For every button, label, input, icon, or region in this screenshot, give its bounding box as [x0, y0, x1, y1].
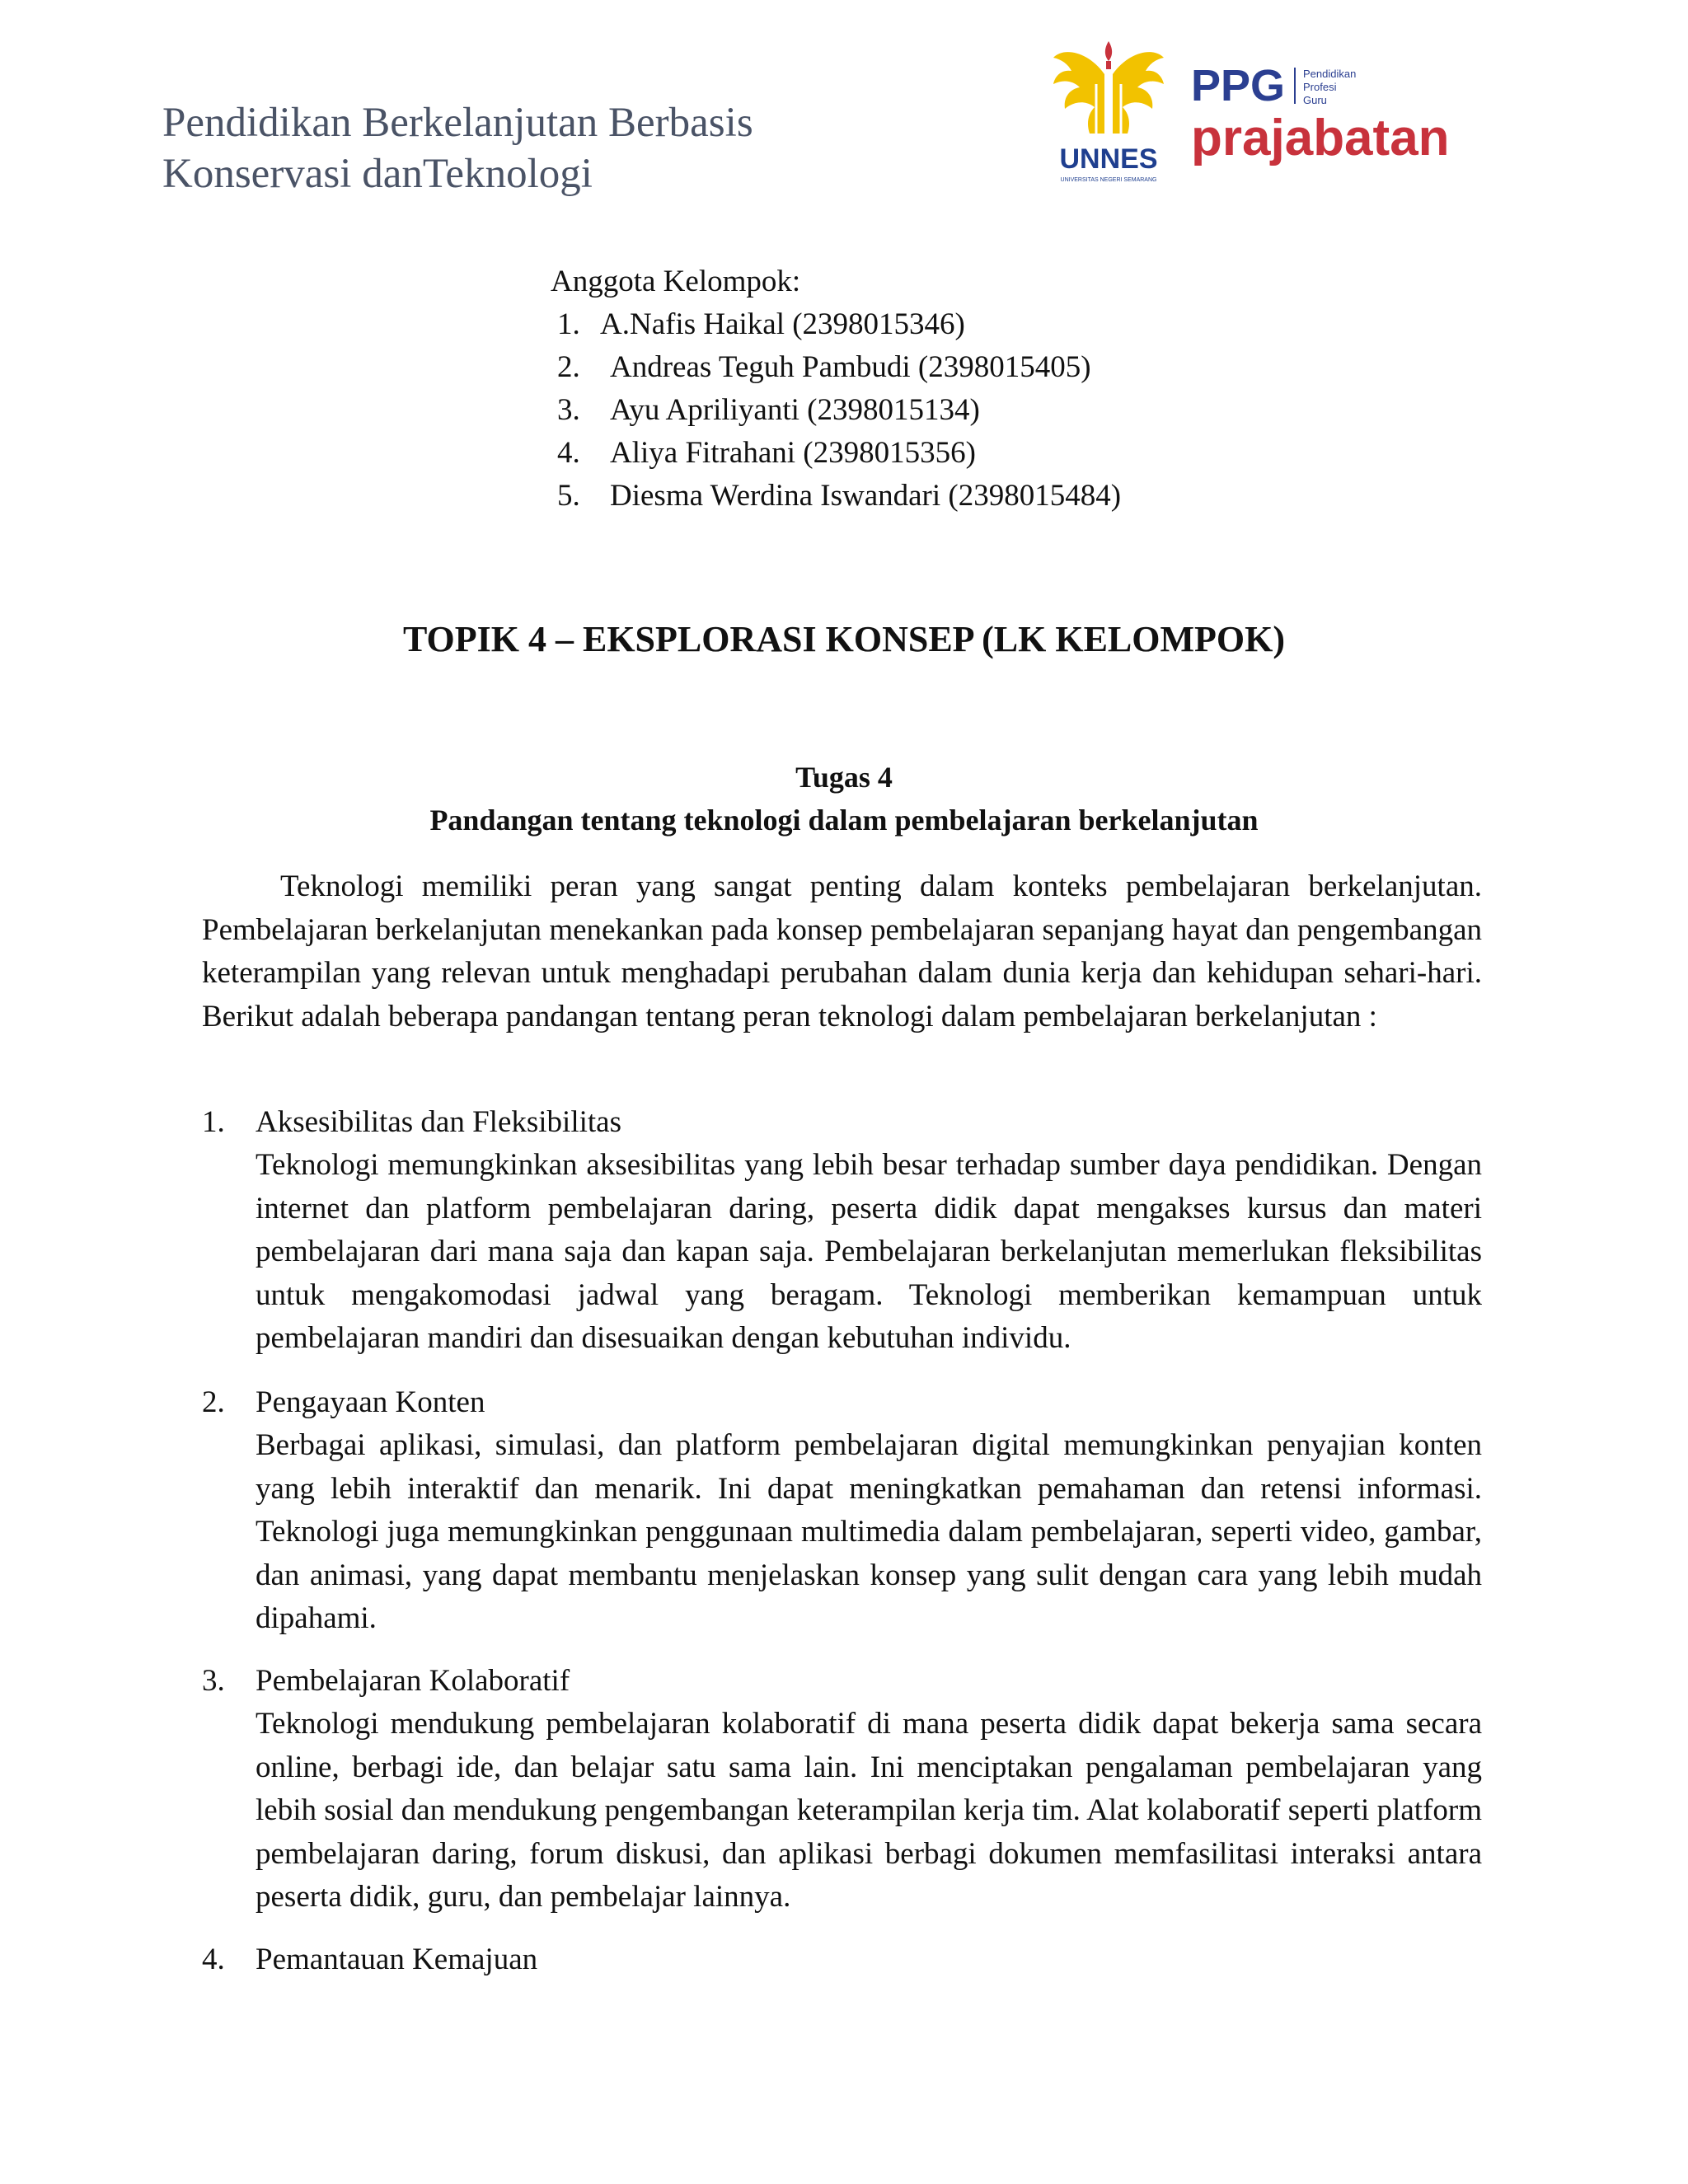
member-number: 3.	[557, 393, 580, 427]
section-body: Teknologi memungkinkan aksesibilitas yang lebih besar terhadap sumber daya pendidikan. Dengan internet dan platform pembelajaran daring, peserta didik dapat mengakses kursus dan materi pembelajaran dari mana saja dan kapan saja. Pembelajaran berkelanjutan memerlukan fleksibilitas untuk mengakomodasi jadwal yang beragam. Teknologi memberikan kemampuan untuk pembelajaran mandiri dan disesuaikan dengan kebutuhan individu.	[256, 1148, 1482, 1356]
unnes-logo-subtext: UNIVERSITAS NEGERI SEMARANG	[1060, 177, 1157, 183]
ppg-prajabatan-logo	[1191, 58, 1463, 173]
member-number: 4.	[557, 436, 580, 470]
section-number: 1.	[202, 1105, 225, 1139]
section-heading	[202, 1938, 537, 1981]
member-name: A.Nafis Haikal (2398015346)	[600, 307, 965, 341]
section-heading	[202, 1381, 485, 1424]
header-title-line2: Konservasi danTeknologi	[162, 151, 593, 197]
section-number: 3.	[202, 1664, 225, 1698]
topic-heading: TOPIK 4 – EKSPLORASI KONSEP (LK KELOMPOK)	[402, 619, 1285, 659]
header-title-line1: Pendidikan Berkelanjutan Berbasis	[162, 100, 753, 146]
member-name: Ayu Apriliyanti (2398015134)	[610, 393, 980, 427]
intro-paragraph: Teknologi memiliki peran yang sangat penting dalam konteks pembelajaran berkelanjutan. Pembelajaran berkelanjutan menekankan pada konsep pembelajaran sepanjang hayat dan pengembangan keterampilan yang relevan untuk menghadapi perubahan dalam dunia kerja dan kehidupan sehari-hari. Berikut adalah beberapa pandangan tentang peran teknologi dalam pembelajaran berkelanjutan :	[202, 869, 1482, 1033]
task-number: Tugas 4	[795, 761, 893, 794]
section-number: 4.	[202, 1943, 225, 1976]
section-body: Berbagai aplikasi, simulasi, dan platform pembelajaran digital memungkinkan penyajian konten yang lebih interaktif dan menarik. Ini dapat meningkatkan pemahaman dan retensi informasi. Teknologi juga memungkinkan penggunaan multimedia dalam pembelajaran, seperti video, gambar, dan animasi, yang dapat membantu menjelaskan konsep yang sulit dengan cara yang lebih mudah dipahami.	[256, 1428, 1482, 1636]
section-title: Pengayaan Konten	[256, 1385, 485, 1419]
header-title	[162, 97, 904, 199]
prajabatan-logo-text: prajabatan	[1191, 110, 1450, 166]
task-title: Pandangan tentang teknologi dalam pembelajaran berkelanjutan	[429, 804, 1259, 837]
member-name: Andreas Teguh Pambudi (2398015405)	[610, 350, 1091, 384]
section-title: Pembelajaran Kolaboratif	[256, 1664, 570, 1698]
section-title: Pemantauan Kemajuan	[256, 1943, 538, 1976]
section-number: 2.	[202, 1385, 225, 1419]
ppg-logo-sub3: Guru	[1303, 94, 1327, 106]
member-number: 5.	[557, 479, 580, 513]
members-heading: Anggota Kelompok:	[551, 265, 801, 298]
unnes-logo	[1047, 35, 1170, 191]
ppg-logo-sub1: Pendidikan	[1303, 68, 1357, 80]
member-number: 1.	[557, 307, 580, 341]
section-body: Teknologi mendukung pembelajaran kolaboratif di mana peserta didik dapat bekerja sama secara online, berbagi ide, dan belajar satu sama lain. Ini menciptakan pengalaman pembelajaran yang lebih sosial dan mendukung pengembangan keterampilan kerja tim. Alat kolaboratif seperti platform pembelajaran daring, forum diskusi, dan aplikasi berbagi dokumen memfasilitasi interaksi antara peserta didik, guru, dan pembelajar lainnya.	[256, 1707, 1482, 1915]
section-title: Aksesibilitas dan Fleksibilitas	[256, 1105, 621, 1139]
section-heading	[202, 1660, 570, 1703]
member-number: 2.	[557, 350, 580, 384]
ppg-logo-sub2: Profesi	[1303, 81, 1337, 93]
section-heading	[202, 1101, 621, 1144]
member-name: Aliya Fitrahani (2398015356)	[610, 436, 976, 470]
unnes-logo-text: UNNES	[1059, 143, 1158, 175]
member-name: Diesma Werdina Iswandari (2398015484)	[610, 479, 1122, 513]
ppg-logo-text: PPG	[1191, 61, 1286, 110]
